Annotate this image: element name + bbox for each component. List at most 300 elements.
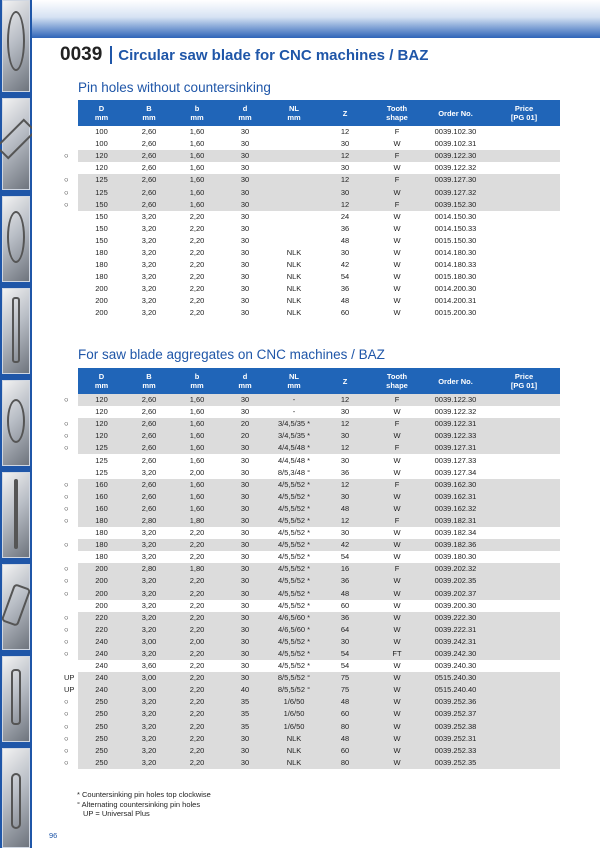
cell-D: 200 — [78, 563, 125, 575]
cell-B: 3,20 — [125, 708, 173, 720]
cell-price — [488, 660, 560, 672]
cell-order: 0039.122.32 — [434, 163, 477, 173]
cell-mark — [60, 271, 78, 283]
cell-tooth: W — [393, 139, 401, 149]
cell-price — [488, 295, 560, 307]
cell-B: 3,20 — [125, 757, 173, 769]
cell-NL: 4/5,5/52 * — [269, 588, 319, 600]
cell-Z: 42 — [340, 260, 350, 270]
cell-D: 250 — [78, 745, 125, 757]
cell-price — [488, 430, 560, 442]
cell-NL: NLK — [286, 308, 302, 318]
column-header-line2: [PG 01] — [510, 113, 538, 122]
tool-holder-thumbnail-icon[interactable] — [2, 656, 30, 742]
cell-Z: 24 — [340, 211, 350, 221]
cell-order: 0039.102.31 — [434, 139, 477, 149]
section2-title: For saw blade aggregates on CNC machines / BAZ — [78, 347, 385, 362]
cell-Z: 75 — [319, 672, 371, 684]
column-header-line1: b — [194, 372, 200, 381]
cell-price — [488, 721, 560, 733]
cell-tooth: F — [371, 394, 423, 406]
cell-mark: ○ — [60, 745, 78, 757]
cell-NL — [269, 199, 319, 211]
cell-mark: ○ — [60, 515, 78, 527]
cell-mark — [60, 211, 78, 223]
cell-Z: 30 — [319, 186, 371, 198]
cell-price — [488, 162, 560, 174]
cell-B: 3,20 — [125, 721, 173, 733]
cell-price — [488, 307, 560, 319]
cell-mark: UP — [60, 672, 78, 684]
cell-tooth: W — [393, 284, 401, 294]
cell-d: 30 — [221, 648, 269, 660]
cell-NL: 4/5,5/52 * — [269, 563, 319, 575]
cell-D: 250 — [78, 696, 125, 708]
cell-B: 2,60 — [125, 491, 173, 503]
table-row — [60, 624, 560, 636]
table-row — [60, 283, 560, 295]
column-header-line2: mm — [190, 113, 204, 122]
cell-price — [488, 442, 560, 454]
column-header-line1: D — [98, 104, 105, 113]
saw-blade-disc-thumbnail-icon[interactable] — [2, 196, 30, 282]
cell-NL: 4/5,5/52 * — [269, 575, 319, 587]
cell-price — [488, 186, 560, 198]
column-header-line2: shape — [386, 381, 408, 390]
cell-order: 0039.122.32 — [434, 407, 477, 417]
cell-b: 2,00 — [189, 467, 205, 477]
cell-price — [488, 648, 560, 660]
table-row — [60, 467, 560, 479]
cell-d: 30 — [221, 442, 269, 454]
cell-d: 30 — [221, 491, 269, 503]
column-header-line1: Z — [342, 108, 348, 118]
cell-B: 3,20 — [125, 612, 173, 624]
cell-tooth: W — [371, 696, 423, 708]
cell-B: 2,60 — [125, 186, 173, 198]
cell-Z: 30 — [340, 407, 350, 417]
cell-B: 3,20 — [141, 528, 157, 538]
cell-D: 120 — [95, 407, 108, 417]
cell-mark: ○ — [60, 624, 78, 636]
cell-b: 1,80 — [173, 563, 221, 575]
cell-Z: 12 — [319, 174, 371, 186]
cell-price — [488, 259, 560, 271]
cell-d: 30 — [240, 272, 250, 282]
table-row — [60, 503, 560, 515]
cell-b: 2,20 — [189, 247, 205, 257]
cell-B: 3,00 — [125, 672, 173, 684]
cell-mark: ○ — [60, 150, 78, 162]
table-row — [60, 186, 560, 198]
cell-order: 0039.122.30 — [423, 150, 488, 162]
cell-price — [488, 406, 560, 418]
cell-NL: NLK — [286, 284, 302, 294]
cell-NL: 3/4,5/35 * — [269, 418, 319, 430]
cell-NL — [269, 138, 319, 150]
cell-tooth: W — [371, 636, 423, 648]
cell-B: 3,20 — [125, 696, 173, 708]
cell-B: 2,60 — [141, 407, 157, 417]
cell-Z: 60 — [340, 308, 350, 318]
cell-B: 2,80 — [125, 563, 173, 575]
cell-D: 200 — [95, 284, 108, 294]
cell-b: 1,60 — [189, 139, 205, 149]
cell-b: 2,20 — [173, 624, 221, 636]
cell-D: 180 — [95, 247, 108, 257]
page-title: Circular saw blade for CNC machines / BAZ — [118, 46, 429, 64]
cell-tooth: W — [371, 612, 423, 624]
column-header — [371, 100, 423, 126]
cell-b: 2,20 — [173, 539, 221, 551]
cell-B: 3,20 — [125, 733, 173, 745]
cell-d: 30 — [240, 296, 250, 306]
cell-order: 0014.200.30 — [434, 284, 477, 294]
column-header-line1: b — [194, 104, 200, 113]
cell-d: 35 — [221, 708, 269, 720]
cell-NL — [269, 150, 319, 162]
table-row — [60, 684, 560, 696]
page-header — [60, 43, 428, 67]
cell-d: 30 — [221, 539, 269, 551]
cell-b: 2,20 — [189, 223, 205, 233]
column-header — [221, 368, 269, 394]
cell-b: 2,20 — [173, 684, 221, 696]
table-header-row — [60, 368, 560, 394]
column-header — [221, 100, 269, 126]
cell-order: 0039.127.34 — [434, 467, 477, 477]
title-separator — [110, 46, 112, 64]
cell-NL: 4/5,5/52 * — [269, 491, 319, 503]
column-header-line1: Tooth — [386, 104, 408, 113]
cell-NL: 8/5,5/52 ° — [269, 684, 319, 696]
footnote-alternating: ° Alternating countersinking pin holes — [77, 799, 201, 809]
cell-Z: 12 — [340, 127, 350, 137]
cell-D: 200 — [95, 308, 108, 318]
page-number: 96 — [49, 831, 58, 840]
cell-order: 0039.202.37 — [423, 588, 488, 600]
cell-B: 3,20 — [141, 600, 157, 610]
cell-order: 0039.127.30 — [423, 174, 488, 186]
cell-tooth: W — [393, 455, 401, 465]
cell-d: 30 — [221, 503, 269, 515]
column-header-line1: NL — [289, 372, 299, 381]
cell-Z: 80 — [319, 721, 371, 733]
table-row — [60, 235, 560, 247]
cell-D: 200 — [78, 588, 125, 600]
cell-order: 0039.122.30 — [423, 394, 488, 406]
cell-tooth: W — [393, 247, 401, 257]
cell-mark: ○ — [60, 418, 78, 430]
cell-D: 160 — [78, 491, 125, 503]
cell-Z: 36 — [319, 575, 371, 587]
footnote-countersinking: * Countersinking pin holes top clockwise — [77, 790, 211, 799]
cell-d: 30 — [221, 174, 269, 186]
table-row — [60, 672, 560, 684]
cell-Z: 30 — [340, 528, 350, 538]
cell-order: 0039.222.31 — [423, 624, 488, 636]
cell-price — [488, 394, 560, 406]
column-header — [488, 100, 560, 126]
table-row — [60, 708, 560, 720]
table-row — [60, 442, 560, 454]
cell-NL: 1/6/50 — [269, 708, 319, 720]
cell-mark — [60, 235, 78, 247]
cell-B: 3,20 — [125, 575, 173, 587]
table-row — [60, 430, 560, 442]
cell-NL — [269, 174, 319, 186]
cell-mark — [60, 138, 78, 150]
cell-b: 2,20 — [173, 588, 221, 600]
table-row — [60, 138, 560, 150]
cell-b: 1,60 — [173, 199, 221, 211]
column-header-line1: B — [146, 372, 152, 381]
cell-price — [488, 247, 560, 259]
cell-NL: 1/6/50 — [269, 696, 319, 708]
cell-tooth: W — [393, 260, 401, 270]
cell-NL: 4/5,5/52 * — [269, 515, 319, 527]
table-row — [60, 745, 560, 757]
cell-mark: ○ — [60, 588, 78, 600]
cell-tooth: W — [371, 672, 423, 684]
cell-d: 30 — [221, 150, 269, 162]
cell-b: 1,60 — [173, 174, 221, 186]
cell-tooth: W — [371, 575, 423, 587]
cell-D: 160 — [78, 479, 125, 491]
cell-D: 100 — [95, 127, 108, 137]
milling-cutter-thumbnail-icon[interactable] — [2, 380, 30, 466]
cell-price — [488, 211, 560, 223]
column-header-line1: Order No. — [438, 376, 473, 386]
cell-d: 30 — [240, 211, 250, 221]
cell-Z: 12 — [319, 442, 371, 454]
cell-d: 30 — [240, 308, 250, 318]
cell-d: 30 — [240, 235, 250, 245]
router-bit-thumbnail-icon[interactable] — [2, 288, 30, 374]
cell-D: 150 — [95, 223, 108, 233]
cell-b: 2,20 — [173, 733, 221, 745]
cell-mark: ○ — [60, 491, 78, 503]
cell-b: 2,20 — [189, 308, 205, 318]
cell-order: 0039.180.30 — [434, 552, 477, 562]
table-row — [60, 660, 560, 672]
cell-mark — [60, 223, 78, 235]
cutter-insert-thumbnail-icon[interactable] — [2, 564, 30, 650]
cell-d: 30 — [221, 745, 269, 757]
table-row — [60, 600, 560, 612]
column-header-line2: mm — [142, 113, 156, 122]
cell-mark — [60, 406, 78, 418]
cell-order: 0014.200.31 — [434, 296, 477, 306]
cell-mark: ○ — [60, 442, 78, 454]
cell-mark: ○ — [60, 636, 78, 648]
cell-NL — [269, 235, 319, 247]
cell-D: 160 — [78, 503, 125, 515]
table-row — [60, 636, 560, 648]
cell-Z: 30 — [319, 636, 371, 648]
cell-order: 0039.162.30 — [423, 479, 488, 491]
column-header — [423, 368, 488, 394]
cell-mark: ○ — [60, 708, 78, 720]
cell-NL: 4/5,5/52 * — [277, 552, 311, 562]
column-header — [78, 100, 125, 126]
cell-tooth: F — [371, 174, 423, 186]
cell-b: 2,20 — [189, 296, 205, 306]
cell-Z: 30 — [340, 139, 350, 149]
cell-mark — [60, 247, 78, 259]
column-header-line1: D — [98, 372, 105, 381]
cell-NL: NLK — [269, 757, 319, 769]
table-row — [60, 588, 560, 600]
column-header — [60, 100, 78, 126]
cell-tooth: W — [393, 552, 401, 562]
column-header-line1: Price — [514, 104, 534, 113]
cell-NL: NLK — [286, 272, 302, 282]
cell-mark: ○ — [60, 696, 78, 708]
cell-b: 1,60 — [173, 503, 221, 515]
cell-mark — [60, 307, 78, 319]
cell-d: 30 — [221, 672, 269, 684]
cell-mark: ○ — [60, 575, 78, 587]
cell-D: 125 — [78, 442, 125, 454]
category-sidebar — [0, 0, 32, 848]
column-header-line1: NL — [289, 104, 299, 113]
table-row — [60, 696, 560, 708]
cell-tooth: W — [371, 624, 423, 636]
cell-b: 1,60 — [173, 430, 221, 442]
spray-bottle-thumbnail-icon[interactable] — [2, 748, 30, 848]
cell-mark: ○ — [60, 563, 78, 575]
cell-b: 1,60 — [173, 150, 221, 162]
cell-tooth: W — [371, 684, 423, 696]
cell-D: 125 — [78, 186, 125, 198]
cell-D: 180 — [78, 515, 125, 527]
cell-price — [488, 271, 560, 283]
cell-tooth: W — [393, 223, 401, 233]
cell-D: 120 — [78, 394, 125, 406]
cell-order: 0039.162.31 — [423, 491, 488, 503]
cell-B: 2,60 — [125, 442, 173, 454]
cell-price — [488, 527, 560, 539]
cell-tooth: W — [371, 430, 423, 442]
cell-NL: 4/4,5/48 * — [277, 455, 311, 465]
cell-mark — [60, 551, 78, 563]
cell-price — [488, 454, 560, 466]
cell-d: 30 — [221, 515, 269, 527]
cell-D: 150 — [95, 235, 108, 245]
table-row — [60, 271, 560, 283]
cell-tooth: W — [393, 296, 401, 306]
cell-Z: 48 — [319, 696, 371, 708]
cell-d: 30 — [221, 624, 269, 636]
column-header-line2: mm — [190, 381, 204, 390]
column-header — [269, 368, 319, 394]
table-row — [60, 733, 560, 745]
cell-B: 3,00 — [125, 636, 173, 648]
cell-price — [488, 575, 560, 587]
section1-title: Pin holes without countersinking — [78, 80, 271, 95]
cell-D: 180 — [95, 528, 108, 538]
cell-b: 1,60 — [173, 442, 221, 454]
column-header-line2: mm — [238, 113, 252, 122]
saw-tooth-thumbnail-icon[interactable] — [2, 98, 30, 190]
cell-NL: 4/5,5/52 * — [269, 503, 319, 515]
cell-price — [488, 223, 560, 235]
cell-price — [488, 467, 560, 479]
cell-tooth: FT — [371, 648, 423, 660]
cell-order: 0039.222.30 — [423, 612, 488, 624]
table-row — [60, 479, 560, 491]
cell-mark — [60, 162, 78, 174]
cell-order: 0015.150.30 — [434, 235, 477, 245]
column-header-line2: mm — [142, 381, 156, 390]
cell-d: 35 — [221, 696, 269, 708]
cell-NL — [269, 126, 319, 138]
saw-blade-thumbnail-icon[interactable] — [2, 0, 30, 92]
cell-mark — [60, 259, 78, 271]
cell-d: 35 — [221, 721, 269, 733]
cell-d: 30 — [221, 636, 269, 648]
cell-price — [488, 563, 560, 575]
cell-B: 2,60 — [141, 163, 157, 173]
cell-Z: 54 — [340, 272, 350, 282]
cell-B: 3,20 — [125, 588, 173, 600]
cell-order: 0039.202.35 — [423, 575, 488, 587]
cell-D: 120 — [78, 150, 125, 162]
cell-B: 3,20 — [141, 272, 157, 282]
cell-Z: 36 — [319, 612, 371, 624]
table-row — [60, 721, 560, 733]
cell-b: 2,20 — [173, 721, 221, 733]
cell-tooth: W — [371, 539, 423, 551]
cell-d: 30 — [221, 588, 269, 600]
cell-Z: 12 — [319, 199, 371, 211]
cell-Z: 30 — [319, 430, 371, 442]
cell-price — [488, 745, 560, 757]
cell-b: 2,20 — [189, 661, 205, 671]
cell-d: 30 — [221, 394, 269, 406]
cell-mark — [60, 600, 78, 612]
cell-tooth: W — [371, 491, 423, 503]
cell-d: 30 — [240, 407, 250, 417]
cell-D: 220 — [78, 612, 125, 624]
cell-d: 30 — [240, 163, 250, 173]
cell-b: 2,20 — [189, 235, 205, 245]
cell-d: 30 — [221, 757, 269, 769]
cell-D: 125 — [95, 467, 108, 477]
cell-D: 120 — [78, 418, 125, 430]
cell-b: 1,60 — [173, 394, 221, 406]
aggregates-table — [60, 368, 560, 769]
cell-D: 250 — [78, 708, 125, 720]
cell-price — [488, 138, 560, 150]
cell-NL: 4/5,5/52 * — [277, 600, 311, 610]
cell-D: 240 — [78, 648, 125, 660]
cell-order: 0039.127.31 — [423, 442, 488, 454]
cell-B: 2,60 — [125, 503, 173, 515]
cell-b: 2,20 — [173, 612, 221, 624]
column-header-line1: d — [242, 104, 248, 113]
cell-Z: 48 — [319, 733, 371, 745]
column-header — [125, 100, 173, 126]
column-header — [488, 368, 560, 394]
drill-bit-thumbnail-icon[interactable] — [2, 472, 30, 558]
cell-Z: 42 — [319, 539, 371, 551]
cell-NL — [269, 186, 319, 198]
cell-price — [488, 283, 560, 295]
cell-mark: ○ — [60, 430, 78, 442]
cell-D: 100 — [95, 139, 108, 149]
